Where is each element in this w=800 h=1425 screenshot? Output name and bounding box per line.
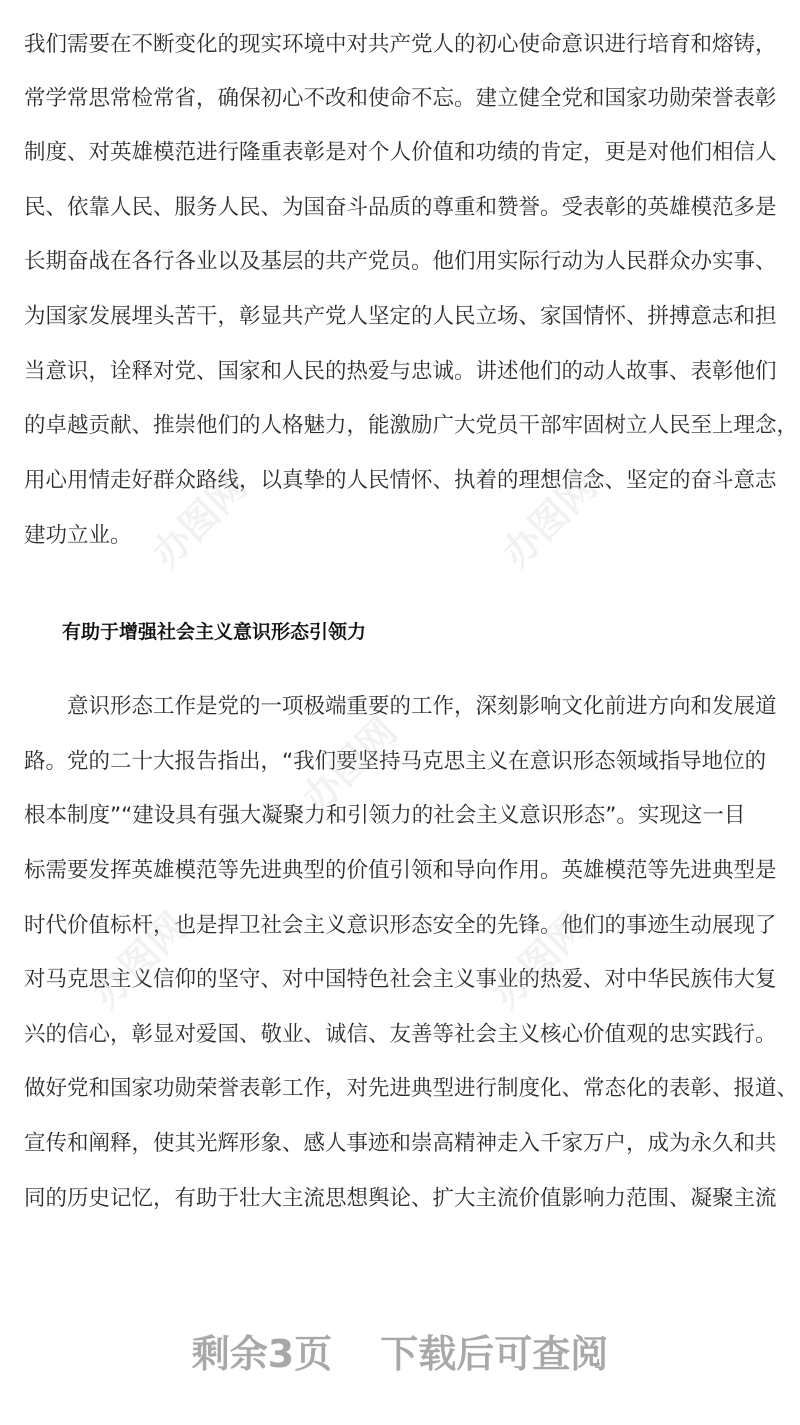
- body-text-line: 民、依靠人民、服务人民、为国奋斗品质的尊重和赞誉。受表彰的英雄模范多是: [24, 195, 777, 220]
- body-text-line: 时代价值标杆，也是捍卫社会主义意识形态安全的先锋。他们的事迹生动展现了: [24, 913, 777, 938]
- watermark: 办图网: [83, 904, 196, 1016]
- body-text-line: 对马克思主义信仰的坚守、对中国特色社会主义事业的热爱、对中华民族伟大复: [24, 967, 777, 992]
- body-text-line: 做好党和国家功勋荣誉表彰工作，对先进典型进行制度化、常态化的表彰、报道、: [24, 1076, 799, 1101]
- watermark: 办图网: [293, 709, 406, 821]
- body-text-line: 意识形态工作是党的一项极端重要的工作，深刻影响文化前进方向和发展道: [24, 694, 777, 719]
- body-text-line: 同的历史记忆，有助于壮大主流思想舆论、扩大主流价值影响力范围、凝聚主流: [24, 1186, 777, 1211]
- body-text-line: 的卓越贡献、推崇他们的人格魅力，能激励广大党员干部牢固树立人民至上理念，: [24, 413, 799, 438]
- body-text-line: 长期奋战在各行各业以及基层的共产党员。他们用实际行动为人民群众办实事、: [24, 249, 777, 274]
- body-text-line: 建功立业。: [24, 523, 132, 548]
- download-hint-label: 下载后可查阅: [380, 1331, 609, 1376]
- body-text-line: 当意识，诠释对党、国家和人民的热爱与忠诚。讲述他们的动人故事、表彰他们: [24, 359, 777, 384]
- body-text-line: 用心用情走好群众路线，以真挚的人民情怀、执着的理想信念、坚定的奋斗意志: [24, 468, 777, 493]
- body-text-line: 为国家发展埋头苦干，彰显共产党人坚定的人民立场、家国情怀、拼搏意志和担: [24, 304, 777, 329]
- body-text-line: 宣传和阐释，使其光辉形象、感人事迹和崇高精神走入千家万户，成为永久和共: [24, 1131, 777, 1156]
- body-text-line: 常学常思常检常省，确保初心不改和使命不忘。建立健全党和国家功勋荣誉表彰: [24, 86, 777, 111]
- body-text-line: 制度、对英雄模范进行隆重表彰是对个人价值和功绩的肯定，更是对他们相信人: [24, 140, 777, 165]
- section-heading: 有助于增强社会主义意识形态引领力: [62, 621, 367, 643]
- watermark: 办图网: [143, 464, 256, 576]
- body-text-line: 路。党的二十大报告指出，“我们要坚持马克思主义在意识形态领域指导地位的: [24, 749, 767, 774]
- watermark: 办图网: [483, 904, 596, 1016]
- body-text-line: 标需要发挥英雄模范等先进典型的价值引领和导向作用。英雄模范等先进典型是: [24, 858, 777, 883]
- watermark: 办图网: [493, 464, 606, 576]
- body-text-line: 兴的信心，彰显对爱国、敬业、诚信、友善等社会主义核心价值观的忠实践行。: [24, 1022, 777, 1047]
- body-text-line: 根本制度”“建设具有强大凝聚力和引领力的社会主义意识形态”。实现这一目: [24, 803, 746, 828]
- body-text-line: 我们需要在不断变化的现实环境中对共产党人的初心使命意识进行培育和熔铸，: [24, 32, 777, 57]
- remaining-pages-label: 剩余3页: [191, 1331, 333, 1376]
- download-banner[interactable]: [0, 1320, 800, 1380]
